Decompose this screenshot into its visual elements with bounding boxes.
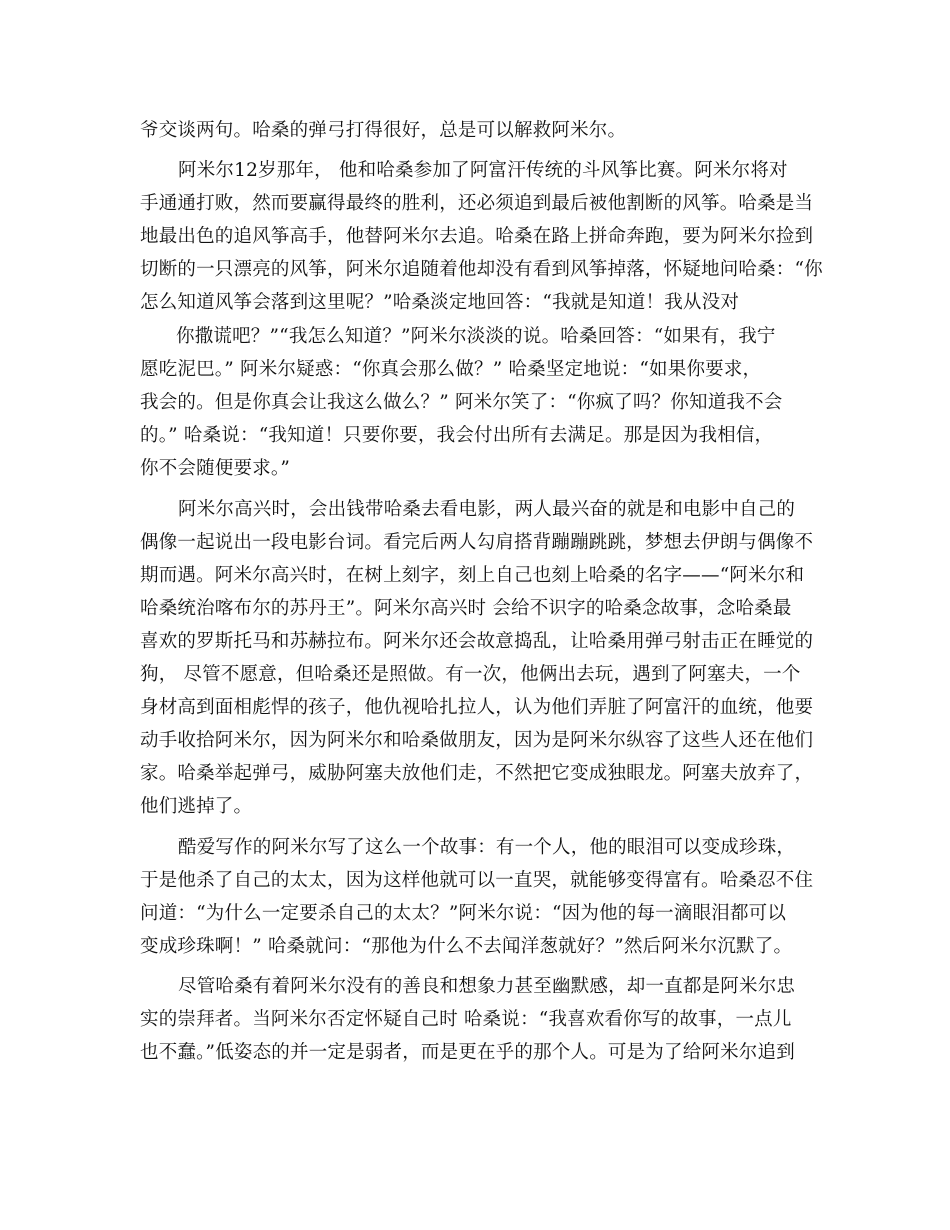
paragraph-start-line: 阿米尔高兴时，会出钱带哈桑去看电影，两人最兴奋的就是和电影中自己的	[178, 499, 796, 520]
text-line: 他们逃掉了。	[140, 796, 253, 817]
text-line: 的。” 哈桑说：“我知道！只要你要，我会付出所有去满足。那是因为我相信，	[140, 425, 774, 446]
text-line: 家。哈桑举起弹弓，威胁阿塞夫放他们走，不然把它变成独眼龙。阿塞夫放弃了，	[140, 763, 814, 784]
text-line: 地最出色的追风筝高手，他替阿米尔去追。哈桑在路上拼命奔跑，要为阿米尔捡到	[140, 226, 814, 247]
text-line: 喜欢的罗斯托马和苏赫拉布。阿米尔还会故意捣乱，让哈桑用弹弓射击正在睡觉的	[140, 631, 814, 652]
text-line: 身材高到面相彪悍的孩子，他仇视哈扎拉人，认为他们弄脏了阿富汗的血统，他要	[140, 697, 814, 718]
paragraph-start-line: 酷爱写作的阿米尔写了这么一个故事：有一个人，他的眼泪可以变成珍珠，	[178, 837, 796, 858]
text-line: 狗， 尽管不愿意，但哈桑还是照做。有一次，他俩出去玩，遇到了阿塞夫，一个	[140, 664, 801, 685]
text-line: 怎么知道风筝会落到这里呢？”哈桑淡定地回答：“我就是知道！我从没对	[140, 292, 740, 313]
text-line: 于是他杀了自己的太太，因为这样他就可以一直哭，就能够变得富有。哈桑忍不住	[140, 870, 814, 891]
text-line: 我会的。但是你真会让我这么做么？” 阿米尔笑了：“你疯了吗？你知道我不会	[140, 392, 783, 413]
paragraph-start-line: 阿米尔12岁那年， 他和哈桑参加了阿富汗传统的斗风筝比赛。阿米尔将对	[178, 160, 788, 181]
text-line: 动手收拾阿米尔，因为阿米尔和哈桑做朋友，因为是阿米尔纵容了这些人还在他们	[140, 730, 814, 751]
text-line: 切断的一只漂亮的风筝，阿米尔追随着他却没有看到风筝掉落，怀疑地问哈桑：“你	[140, 259, 823, 280]
paragraph-start-line: 尽管哈桑有着阿米尔没有的善良和想象力甚至幽默感，却一直都是阿米尔忠	[178, 976, 796, 997]
text-line: 你撒谎吧？”“我怎么知道？”阿米尔淡淡的说。哈桑回答：“如果有，我宁	[176, 326, 776, 347]
text-line: 偶像一起说出一段电影台词。看完后两人勾肩搭背蹦蹦跳跳，梦想去伊朗与偶像不	[140, 532, 814, 553]
text-line: 实的崇拜者。当阿米尔否定怀疑自己时 哈桑说：“我喜欢看你写的故事，一点儿	[140, 1009, 792, 1030]
text-line: 期而遇。阿米尔高兴时，在树上刻字，刻上自己也刻上哈桑的名字——“阿米尔和	[140, 565, 805, 586]
text-line: 问道：“为什么一定要杀自己的太太？”阿米尔说：“因为他的每一滴眼泪都可以	[140, 903, 787, 924]
text-line: 也不蠢。”低姿态的并一定是弱者，而是更在乎的那个人。可是为了给阿米尔追到	[140, 1042, 795, 1063]
text-line: 愿吃泥巴。” 阿米尔疑惑：“你真会那么做？” 哈桑坚定地说：“如果你要求，	[140, 359, 762, 380]
text-line: 手通通打败，然而要赢得最终的胜利，还必须追到最后被他割断的风筝。哈桑是当	[140, 193, 814, 214]
text-line: 变成珍珠啊！” 哈桑就问：“那他为什么不去闻洋葱就好？”然后阿米尔沉默了。	[140, 936, 793, 957]
text-line: 哈桑统治喀布尔的苏丹王”。阿米尔高兴时 会给不识字的哈桑念故事，念哈桑最	[140, 598, 792, 619]
text-line: 你不会随便要求。”	[140, 458, 291, 479]
text-line: 爷交谈两句。哈桑的弹弓打得很好，总是可以解救阿米尔。	[140, 120, 627, 141]
